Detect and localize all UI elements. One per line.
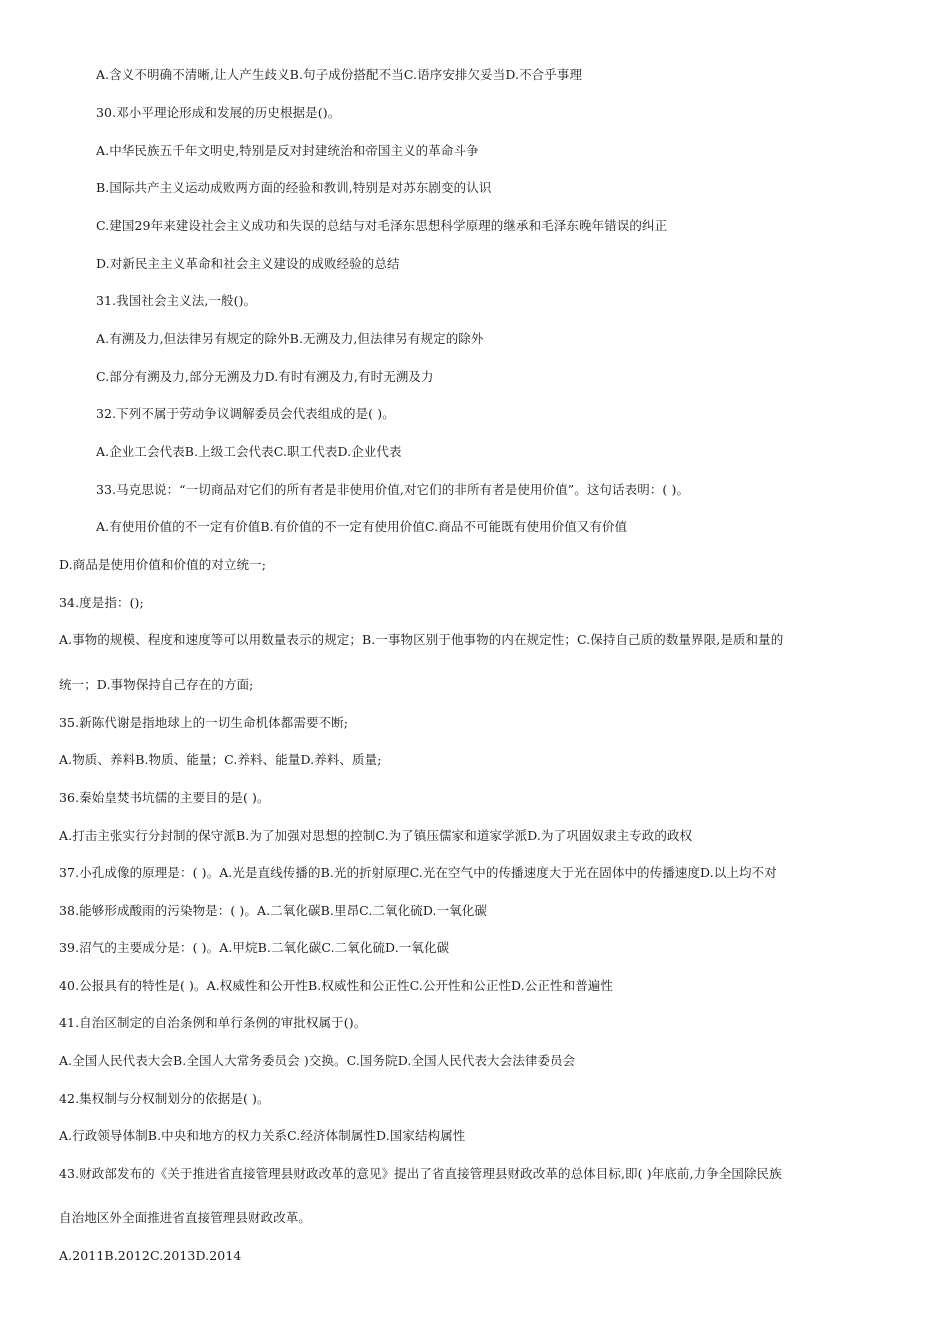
option-line: D.商品是使用价值和价值的对立统一; [59,557,267,572]
question-32: 32.下列不属于劳动争议调解委员会代表组成的是( )。 [96,406,395,421]
question-39: 39.沼气的主要成分是：( )。A.甲烷B.二氧化碳C.二氧化硫D.一氧化碳 [59,940,450,955]
question-33: 33.马克思说：“一切商品对它们的所有者是非使用价值,对它们的非所有者是使用价值”。这句话表明：( )。 [96,482,690,497]
question-30: 30.邓小平理论形成和发展的历史根据是()。 [96,105,341,120]
option-line: C.建国29年来建设社会主义成功和失误的总结与对毛泽东思想科学原理的继承和毛泽东晚年错误的纠正 [96,218,668,233]
option-line: 统一；D.事物保持自己存在的方面; [59,677,254,692]
option-line: A.全国人民代表大会B.全国人大常务委员会 )交换。C.国务院D.全国人民代表大会法律委员会 [59,1053,576,1068]
question-31: 31.我国社会主义法,一般()。 [96,293,257,308]
option-line: A.行政领导体制B.中央和地方的权力关系C.经济体制属性D.国家结构属性 [59,1128,466,1143]
option-line: D.对新民主主义革命和社会主义建设的成败经验的总结 [96,256,400,271]
option-line: A.物质、养料B.物质、能量；C.养料、能量D.养料、质量; [59,752,382,767]
option-line: A.企业工会代表B.上级工会代表C.职工代表D.企业代表 [96,444,402,459]
option-line: A.中华民族五千年文明史,特别是反对封建统治和帝国主义的革命斗争 [96,143,479,158]
option-line: A.有溯及力,但法律另有规定的除外B.无溯及力,但法律另有规定的除外 [96,331,484,346]
option-line: A.有使用价值的不一定有价值B.有价值的不一定有使用价值C.商品不可能既有使用价值又有价值 [96,519,628,534]
question-43-continued: 自治地区外全面推进省直接管理县财政改革。 [59,1210,312,1225]
question-41: 41.自治区制定的自治条例和单行条例的审批权属于()。 [59,1015,367,1030]
option-line: B.国际共产主义运动成败两方面的经验和教训,特别是对苏东剧变的认识 [96,180,492,195]
option-line: A.事物的规模、程度和速度等可以用数量表示的规定；B.一事物区别于他事物的内在规定性；C.保持自己质的数量界限,是质和量的 [59,632,784,647]
question-36: 36.秦始皇焚书坑儒的主要目的是( )。 [59,790,270,805]
option-line: A.含义不明确不清晰,让人产生歧义B.句子成份搭配不当C.语序安排欠妥当D.不合乎事理 [96,67,583,82]
option-line: A.2011B.2012C.2013D.2014 [59,1248,242,1263]
question-35: 35.新陈代谢是指地球上的一切生命机体都需要不断; [59,715,349,730]
question-38: 38.能够形成酸雨的污染物是：( )。A.二氧化碳B.里昂C.二氧化硫D.一氧化碳 [59,903,488,918]
option-line: A.打击主张实行分封制的保守派B.为了加强对思想的控制C.为了镇压儒家和道家学派D.为了巩固奴隶主专政的政权 [59,828,693,843]
question-42: 42.集权制与分权制划分的依据是( )。 [59,1091,270,1106]
option-line: C.部分有溯及力,部分无溯及力D.有时有溯及力,有时无溯及力 [96,369,434,384]
question-40: 40.公报具有的特性是( )。A.权威性和公开性B.权威性和公正性C.公开性和公正性D.公正性和普遍性 [59,978,614,993]
question-43: 43.财政部发布的《关于推进省直接管理县财政改革的意见》提出了省直接管理县财政改革的总体目标,即( )年底前,力争全国除民族 [59,1166,782,1181]
question-37: 37.小孔成像的原理是：( )。A.光是直线传播的B.光的折射原理C.光在空气中的传播速度大于光在固体中的传播速度D.以上均不对 [59,865,777,880]
question-34: 34.度是指：(); [59,595,144,610]
